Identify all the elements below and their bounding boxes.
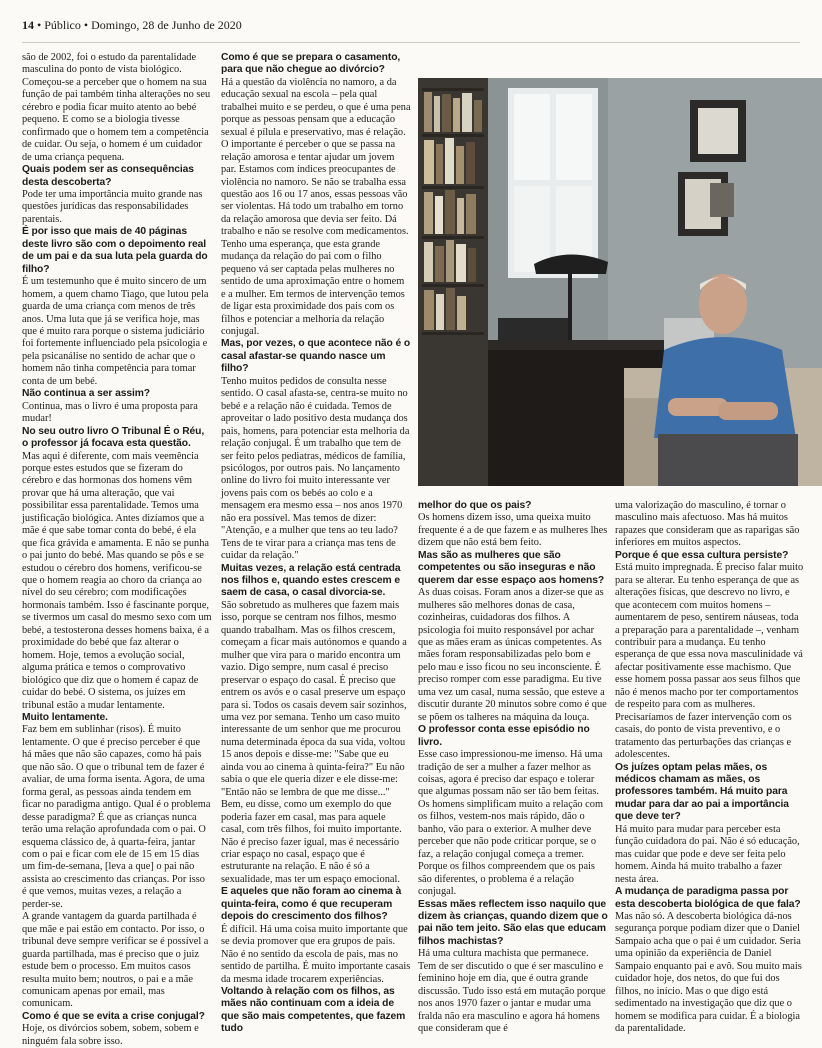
interview-question: Essas mães reflectem isso naquilo que dizem às crianças, quando dizem que o pai não tem jeito. São elas que educam filhos machistas? [418,898,608,947]
interview-question: Muitas vezes, a relação está centrada nos filhos e, quando estes crescem e saem de casa, o casal divorcia-se. [221,562,401,599]
interview-question: É por isso que mais de 40 páginas deste livro são com o depoimento real de um pai e da sua luta pela guarda do filho? [22,226,208,275]
article-column-2 [221,52,411,1035]
interview-answer: Mas aqui é diferente, com mais veemência porque estes estudos que se fizeram do cérebro e das hormonas dos homens vêm provar que há uma alteração, que vai possibilitar essa parentalidade. Temos uma justificação biológica. Antes dizíamos que a mãe é que sabe tomar conta do bebé, é ela que fica grávida e amamenta. E não se punha o pai junto do bebé. Mas quando se pôs e se estudou o cérebro dos homens, verificou-se que o homem reagia ao choro da criança ao nível do seu cérebro; com modificações hormonais também. Isso é fascinante porque, se tivermos um casal do mesmo sexo com um bebé, a testosterona desses homens baixa, é a proximidade do bebé que faz alterar o homem. Hoje, temos a evolução social, alguma prática e temos o comprovativo biológico que diz que o homem é capaz de cuidar do bebé. O sistema, os juízes em tribunal estão a mudar lentamente. [22,450,212,711]
interview-answer: São sobretudo as mulheres que fazem mais isso, porque se centram nos filhos, mesmo quando trabalham. Mas os filhos crescem, começam a ficar mais autónomos e quando a mulher que vira para o marido encontra um vazio. Digo sempre, num casal é preciso preservar o espaço do casal. É preciso que entrem os avós e o casal preserve um espaço para si. Todos os casais devem sair sozinhos, uma vez por semana. Tenho um caso muito interessante de um senhor que me procurou numa determinada época da sua vida, voltou 15 anos depois e disse-me: "Sabe que eu ainda vou ao cinema à quinta-feira?" Eu não sabia o que ele queria dizer e ele disse-me: "Então não se lembra de que me disse..." Bem, eu disse, como um exemplo do que poderia fazer em casal, mas para aquele casal, com três filhos, foi muito importante. Não é preciso fazer igual, mas é necessário criar espaço no casal, espaço que é estruturante na relação. E não é só a sexualidade, mas ter um espaço emocional. [221,599,407,885]
interview-answer: Faz bem em sublinhar (risos). É muito lentamente. O que é preciso perceber é que há mães que não são capazes, como há pais que não são. O que o tribunal tem de fazer é avaliar, de uma forma isenta. Agora, de uma forma geral, as pessoas ainda tendem em ficar no paradigma antigo. Qual é o problema desse paradigma? É que as crianças nunca terão uma relação aprofundada com o pai. O esquema clássico de, à quarta-feira, jantar com o pai e ficar com ele de 15 em 15 dias um fim-de-semana, [leva a que] o pai não assista ao crescimento das crianças. Por isso é que vemos, muitas vezes, a relação a perder-se. [22,724,211,910]
page-header [22,8,800,43]
header-bullet: • [83,18,89,32]
article-column-3 [418,500,608,1035]
interview-photo [418,78,822,486]
interview-question: Os juízes optam pelas mães, os médicos chamam as mães, os professores também. Há muito para mudar para dar ao pai a importância que deve ter? [615,761,789,823]
interview-answer: Tenho muitos pedidos de consulta nesse sentido. O casal afasta-se, centra-se muito no bebé e a relação não é cuidada. Temos de aproveitar o lado positivo desta mudança dos pais, homens, para potenciar esta melhoria da relação conjugal. É um trabalho que tem de ser feito pelos pediatras, médicos de família, psicólogos, por outros pais. No lançamento online do livro foi muito interessante ver jovens pais com os bebés ao colo e a mensagem era mesmo essa – nos anos 1970 não era possível. Mas temos de dizer: "Atenção, e a mulher que tens ao teu lado? Tens de te virar para a criança mas tens de cuidar da relação." [221,375,410,562]
interview-answer: Os homens dizem isso, uma queixa muito frequente é a de que fazem e as mulheres lhes dizem que não está bem feito. [418,512,608,549]
page-number: 14 [22,18,34,32]
interview-answer: É um testemunho que é muito sincero de um homem, a quem chamo Tiago, que lutou pela guarda de uma criança com menos de três anos. Uma luta que já se verifica hoje, mas que é muito rara porque o sistema judiciário foi fortemente influenciado pela psicologia e pela psicanálise no sentido de achar que o homem não tinha competência para tomar conta de um bebé. [22,276,209,387]
interview-answer: Pode ter uma importância muito grande nas questões jurídicas das responsabilidades parentais. [22,188,203,225]
interview-question: Quais podem ser as consequências desta descoberta? [22,164,194,188]
interview-question: Mas são as mulheres que são competentes ou são inseguras e não querem dar esse espaço aos homens? [418,549,605,586]
interview-question: Como é que se prepara o casamento, para que não chegue ao divórcio? [221,52,401,76]
interview-answer: As duas coisas. Foram anos a dizer-se que as mulheres são melhores donas de casa, cozinheiras, cuidadoras dos filhos. A psicologia foi muito responsável por achar que as mães eram as únicas competentes. As mães foram responsabilizadas pelo bom e pelo mau e isso ficou no seu inconsciente. É preciso romper com esse paradigma. Eu tive uma vez um casal, numa sessão, que esteve a discutir durante 20 minutos sobre como é que se põem os talheres na máquina da louça. [418,587,607,723]
interview-question: Não continua a ser assim? [22,388,150,400]
interview-question: E aqueles que não foram ao cinema à quinta-feira, como é que recuperam depois do crescimento dos filhos? [221,886,402,923]
interview-question: Muito lentamente. [22,712,108,724]
interview-answer: Mas não só. A descoberta biológica dá-nos segurança porque podiam dizer que o Daniel Sampaio acha que o pai é um cuidador. Seria uma opinião da experiência de Daniel Sampaio enquanto pai e avô. Sou muito mais cuidador hoje, dos netos, do que fui dos filhos, no início. Mas o que digo está sedimentado na investigação que diz que o homem se modifica para cuidar. É a biologia da parentalidade. [615,910,802,1035]
issue-date: Domingo, 28 de Junho de 2020 [91,18,242,32]
interview-answer: Há muito para mudar para perceber esta função cuidadora do pai. Não é só educação, mas cuidar que pode e deve ser feita pelo homem. Ainda há muito trabalho a fazer nesta área. [615,823,800,885]
interview-answer: É difícil. Há uma coisa muito importante que se devia promover que era grupos de pais. Não é no sentido da escola de pais, mas no sentido de partilha. É muito importante casais da mesma idade trocarem experiências. [221,923,411,985]
interview-answer: Está muito impregnada. É preciso falar muito para se alterar. Eu tenho esperança de que as alterações físicas, que descrevo no livro, e que acontecem com muitos homens – aumentarem de peso, sentirem náuseas, toda a preparação para a parentalidade –, venham contribuir para a mudança. Eu tenho esperança de que essa nova masculinidade vá afectar positivamente esse machismo. Que esse homem possa passar aos seus filhos que não é menos macho por ter comportamentos de respeito para com as mulheres. Precisaríamos de fazer intervenção com os casais, do ponto de vista preventivo, e o tratamento das perturbações das crianças e adolescentes. [615,562,804,761]
interview-question: Porque é que essa cultura persiste? [615,549,789,561]
interview-question: O professor conta esse episódio no livro. [418,724,590,748]
publication-name: Público [44,18,81,32]
interview-answer: uma valorização do masculino, é tornar o masculino mais afectuoso. Mas há muitos rapazes que consideram que as raparigas são inferiores em muitos aspectos. [615,500,800,549]
interview-question: Como é que se evita a crise conjugal? [22,1010,205,1022]
photo-portrait-icon [418,78,822,486]
interview-question: A mudança de paradigma passa por esta descoberta biológica de que fala? [615,886,801,910]
interview-question: melhor do que os pais? [418,500,532,511]
article-column-4 [615,500,805,1035]
interview-answer: Há uma cultura machista que permanece. Tem de ser discutido o que é ser masculino e feminino hoje em dia, que é outra grande discussão. Tudo isso está em mutação porque nos anos 1970 fazer o jantar e mudar uma fralda não era masculino e agora há homens que consideram que é [418,948,606,1035]
interview-answer: são de 2002, foi o estudo da parentalidade masculina do ponto de vista biológico. Começou-se a perceber que o homem na sua função de pai também tinha alterações no seu cérebro e podia ficar muito atento ao bebé pequeno. E como se a biologia tivesse confirmado que o homem tem a competência de cuidar. Ou seja, o homem é um cuidador de uma criança pequena. [22,52,211,163]
header-bullet: • [37,18,42,32]
interview-question: No seu outro livro O Tribunal É o Réu, o professor já focava esta questão. [22,425,205,450]
interview-answer: Continua, mas o livro é uma proposta para mudar! [22,400,198,425]
interview-answer: Há a questão da violência no namoro, a da educação sexual na escola – pela qual trabalhei muito e se perdeu, o que é uma pena porque as pessoas pensam que a educação sexual é pílula e preservativo, mas é relação. O importante é perceber o que se passa na relação amorosa e tentar ajudar um jovem par. Estamos com índices preocupantes de violência no namoro. Se não se trabalha essa questão aos 16 ou 17 anos, essas pessoas vão ser violentas. Há todo um trabalho em torno da relação amorosa que devia ser feito. Dá trabalho e não se resolve com medicamentos. Tenho uma esperança, que esta grande mudança da relação do pai com o filho pequeno vá ser captada pelas mulheres no sentido de uma aproximação entre o homem e a mulher. Em termos de intervenção temos de ligar esta proximidade dos pais com os filhos e potenciar a melhoria da relação conjugal. [221,76,411,337]
interview-answer: Esse caso impressionou-me imenso. Há uma tradição de ser a mulher a fazer melhor as coisas, agora é preciso dar espaço e tolerar que algumas possam não ser tão bem feitas. Os homens simplificam muito a relação com os filhos, vestem-nos mais rápido, dão o banho, vão para o exterior. A mulher deve perceber que não pode criticar porque, se o faz, a relação conjugal começa a tremer. Porque os filhos compreendem que os pais são diferentes, o problema é a relação conjugal. [418,749,603,898]
interview-answer: A grande vantagem da guarda partilhada é que mãe e pai estão em contacto. Por isso, o tribunal deve sempre verificar se é possível a guarda partilhada, mas é preciso que o juiz estude bem o processo. Em muitos casos resulta muito bem; noutros, o pai e a mãe comunicam apenas por email, mas comunicam. [22,911,209,1010]
article-column-1 [22,52,212,1047]
interview-answer: Hoje, os divórcios sobem, sobem, sobem e ninguém fala sobre isso. [22,1023,199,1047]
interview-question: Mas, por vezes, o que acontece não é o casal afastar-se quando nasce um filho? [221,338,411,375]
interview-question: Voltando à relação com os filhos, as mães não continuam com a ideia de que são mais competentes, que fazem tudo [221,985,406,1035]
